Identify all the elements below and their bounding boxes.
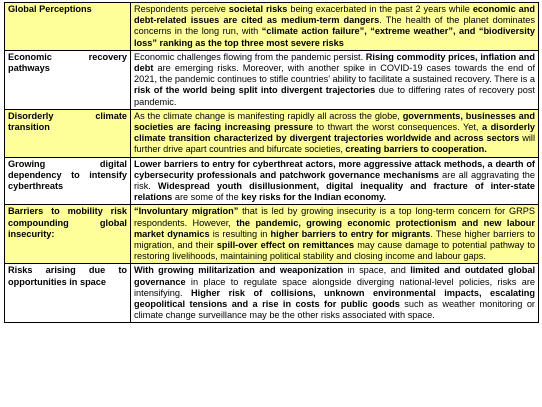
body-text: to thwart the worst consequences. Yet, (312, 122, 482, 133)
emphasis-text: spill-over effect on remittances (216, 240, 355, 251)
body-text: such as weather monitoring or climate change surveillance may be the other risks associated with space. (134, 299, 535, 321)
emphasis-text: With growing militarization and weaponization (134, 265, 344, 276)
emphasis-text: key risks for the Indian economy. (241, 192, 387, 203)
emphasis-text: “climate action failure”, “extreme weather”, and “biodiversity loss” ranking as the top three most severe risks (134, 26, 536, 48)
body-text: . The health of the planet dominates concerns in the long run, with (134, 15, 535, 37)
emphasis-text: Higher risk of collisions, unknown environmental impacts, escalating geopolitical tensions and a rise in costs for public goods (134, 287, 535, 310)
body-text: will further drive apart countries and bifurcate societies, (134, 133, 536, 155)
body-text: are emerging risks. Moreover, with another spike in COVID-19 cases towards the end of 2021, the pandemic continues to stifle countries’ ability to facilitate a sustained recovery. There is a (134, 63, 535, 85)
emphasis-text: higher barriers to entry for migrants (270, 228, 431, 239)
emphasis-text: economic and debt-related issues are cited as medium-term dangers (134, 4, 535, 26)
row-description (131, 3, 539, 51)
emphasis-text: “Involuntary migration” (134, 206, 239, 217)
emphasis-text: Rising commodity prices, inflation and debt (134, 51, 535, 74)
row-topic: Barriers to mobility risk compounding global insecurity: (5, 205, 131, 264)
body-text: in space, and (343, 265, 411, 276)
emphasis-text: a disorderly climate transition characterized by divergent trajectories worldwide and across sectors (134, 122, 535, 144)
body-text: are all aggravating the risk. (134, 169, 535, 192)
row-topic: Global Perceptions (5, 3, 131, 51)
row-topic: Economic recovery pathways (5, 50, 131, 109)
row-description (131, 109, 539, 157)
table-row (5, 157, 539, 205)
row-topic: Risks arising due to opportunities in space (5, 264, 131, 323)
emphasis-text: governments, businesses and societies are facing increasing pressure (134, 110, 535, 133)
body-text: are some of the (172, 192, 242, 203)
table-row (5, 3, 539, 51)
body-text: that is led by growing insecurity is a top long-term concern for GRPS respondents. However, (134, 206, 535, 228)
row-description (131, 205, 539, 264)
emphasis-text: Lower barriers to entry for cyberthreat actors, more aggressive attack methods, a dearth of cybersecurity professionals and patchwork governance mechanisms (134, 158, 535, 180)
table-row (5, 264, 539, 323)
body-text: may cause damage to potential pathway to restoring livelihoods, maintaining political stability and closing income and labour gaps. (134, 240, 535, 262)
table-row (5, 205, 539, 264)
row-description (131, 264, 539, 323)
emphasis-text: the pandemic, growing economic protectionism and new labour market dynamics (134, 217, 535, 239)
body-text: due to differing rates of recovery post pandemic. (134, 85, 535, 107)
table-row (5, 50, 539, 109)
body-text: Economic challenges flowing from the pandemic persist. (134, 51, 366, 62)
row-description (131, 50, 539, 109)
body-text: . These higher barriers to migration, and their (134, 228, 535, 251)
emphasis-text: Widespread youth disillusionment, digital inequality and fracture of inter-state relations (134, 181, 535, 203)
emphasis-text: risk of the world being split into divergent trajectories (134, 85, 376, 96)
risks-table (4, 2, 539, 323)
body-text: As the climate change is manifesting rapidly all across the globe, (134, 110, 403, 121)
emphasis-text: societal risks (228, 4, 288, 14)
row-topic: Disorderly climate transition (5, 109, 131, 157)
body-text: is resulting in (209, 228, 271, 239)
emphasis-text: limited and outdated global governance (134, 265, 536, 287)
row-topic: Growing digital dependency to intensify cyberthreats (5, 157, 131, 205)
body-text: in place to regulate space alongside diverging national-level policies, risks are intensifying. (134, 276, 535, 298)
body-text: being exacerbated in the past 2 years while (287, 4, 473, 14)
body-text: Respondents perceive (134, 4, 229, 14)
emphasis-text: creating barriers to cooperation. (345, 144, 487, 155)
row-description (131, 157, 539, 205)
table-row (5, 109, 539, 157)
